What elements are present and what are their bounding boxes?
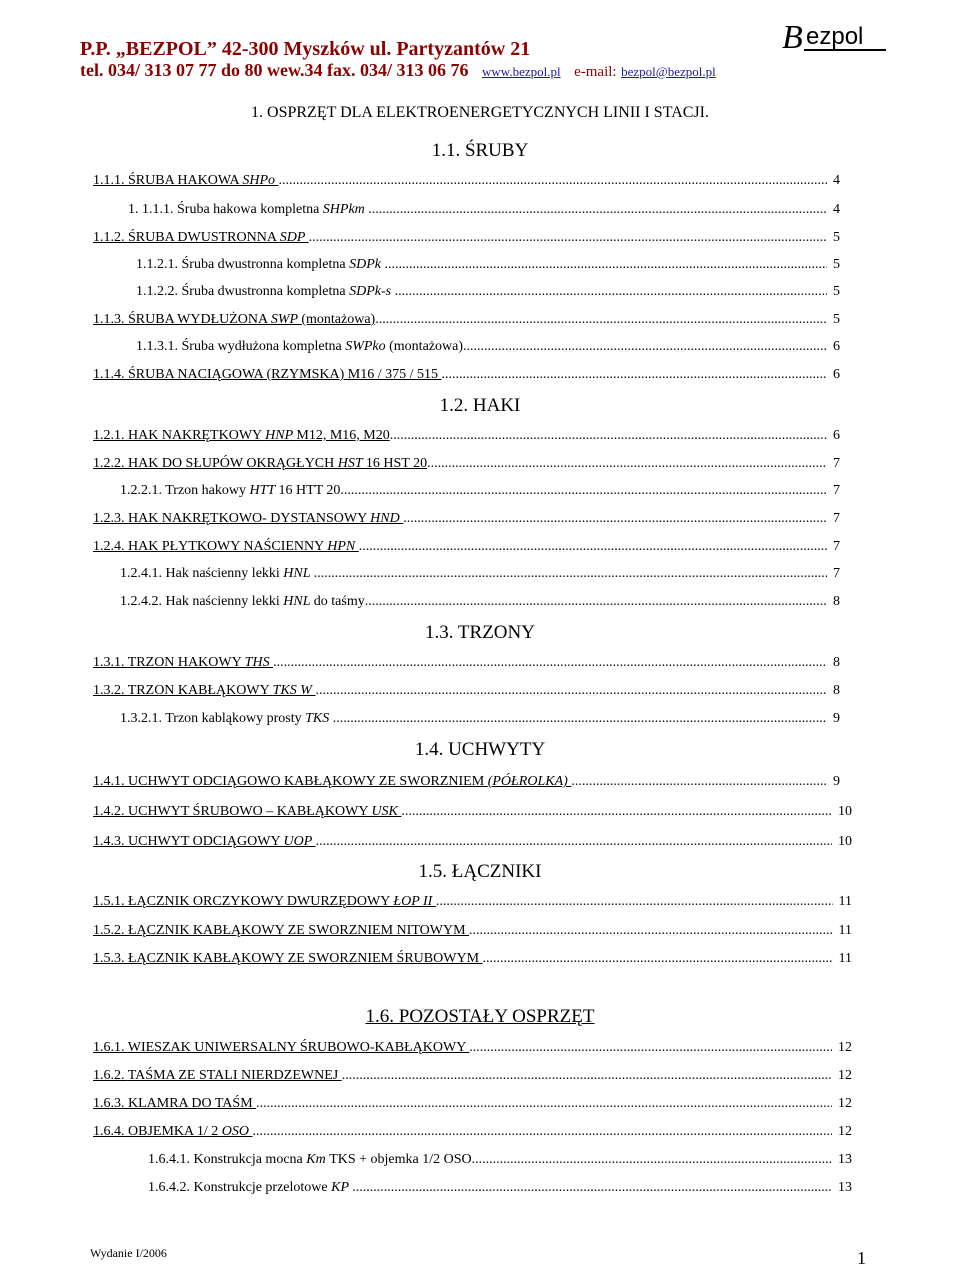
section-heading-s14: 1.4. UCHWYTY bbox=[414, 739, 546, 760]
toc-entry-title: ŚRUBA WYDŁUŻONA bbox=[128, 312, 271, 327]
toc-dot-leader bbox=[441, 366, 827, 384]
toc-entry-title: TRZON HAKOWY bbox=[127, 655, 245, 670]
toc-entry-title: ŁĄCZNIK KABŁĄKOWY ZE SWORZNIEM ŚRUBOWYM bbox=[128, 951, 483, 966]
toc-entry-number: 1.6.4.1. bbox=[148, 1152, 194, 1167]
toc-entry-label bbox=[93, 951, 483, 966]
toc-page-number: 8 bbox=[833, 655, 840, 670]
toc-entry-title: ŁĄCZNIK ORCZYKOWY DWURZĘDOWY bbox=[128, 894, 394, 909]
toc-page-number: 4 bbox=[833, 202, 840, 217]
toc-entry-label bbox=[93, 894, 436, 909]
toc-entry[interactable] bbox=[93, 366, 840, 384]
toc-dot-leader bbox=[314, 565, 827, 583]
toc-page-number: 8 bbox=[833, 683, 840, 698]
toc-entry-title: HAK NAKRĘTKOWY bbox=[128, 428, 266, 443]
toc-dot-leader bbox=[252, 1123, 832, 1141]
toc-entry[interactable] bbox=[93, 1095, 852, 1113]
toc-entry[interactable] bbox=[148, 1179, 852, 1197]
toc-entry-number: 1.4.3. bbox=[93, 834, 128, 849]
toc-dot-leader bbox=[316, 833, 832, 851]
toc-entry-code: TKS W bbox=[272, 683, 316, 698]
toc-entry-code: SDP bbox=[279, 230, 309, 245]
toc-entry-label bbox=[93, 774, 571, 789]
toc-entry[interactable] bbox=[93, 172, 840, 190]
toc-entry-code: Km bbox=[306, 1152, 330, 1167]
toc-entry-number: 1.1.2.1. bbox=[136, 257, 182, 272]
toc-entry-label bbox=[93, 312, 375, 327]
toc-dot-leader bbox=[365, 593, 827, 611]
toc-entry[interactable] bbox=[136, 338, 840, 356]
toc-entry-title: Trzon hakowy bbox=[165, 483, 250, 498]
section-heading-s13: 1.3. TRZONY bbox=[425, 622, 535, 643]
toc-entry-label bbox=[93, 683, 315, 698]
toc-entry-label bbox=[93, 804, 401, 819]
toc-entry-code: (PÓŁROLKA) bbox=[487, 774, 572, 789]
toc-page-number: 13 bbox=[838, 1152, 852, 1167]
toc-entry-number: 1.1.2. bbox=[93, 230, 128, 245]
toc-entry-number: 1.6.1. bbox=[93, 1040, 128, 1055]
toc-entry[interactable] bbox=[93, 773, 840, 791]
toc-entry-code: HTT bbox=[249, 483, 279, 498]
toc-dot-leader bbox=[359, 538, 827, 556]
toc-dot-leader bbox=[401, 803, 832, 821]
toc-page-number: 9 bbox=[833, 774, 840, 789]
page-number: 1 bbox=[857, 1248, 866, 1268]
email-label: e-mail: bbox=[574, 64, 617, 80]
toc-entry-code: SDPk bbox=[349, 257, 385, 272]
toc-entry-label bbox=[93, 1068, 342, 1083]
toc-entry-number: 1.3.1. bbox=[93, 655, 128, 670]
toc-entry-label bbox=[136, 284, 395, 299]
toc-entry-label bbox=[93, 456, 427, 471]
toc-entry-title: Konstrukcja mocna bbox=[193, 1152, 307, 1167]
toc-entry-number: 1. 1.1.1. bbox=[128, 202, 177, 217]
toc-entry-code: HNL bbox=[283, 594, 314, 609]
toc-entry-label bbox=[93, 923, 469, 938]
toc-page-number: 11 bbox=[838, 894, 852, 909]
toc-entry-tail: TKS + objemka 1/2 OSO bbox=[329, 1152, 472, 1167]
toc-page-number: 6 bbox=[833, 367, 840, 382]
toc-entry-title: ŚRUBA NACIĄGOWA (RZYMSKA) M16 / 375 / 515 bbox=[128, 367, 442, 382]
section-heading-s16: 1.6. POZOSTAŁY OSPRZĘT bbox=[365, 1006, 595, 1027]
toc-entry-code: OSO bbox=[221, 1124, 253, 1139]
toc-dot-leader bbox=[273, 654, 827, 672]
toc-entry-number: 1.3.2. bbox=[93, 683, 128, 698]
toc-page-number: 11 bbox=[838, 951, 852, 966]
toc-page-number: 12 bbox=[838, 1096, 852, 1111]
toc-entry-title: UCHWYT ŚRUBOWO – KABŁĄKOWY bbox=[128, 804, 372, 819]
toc-dot-leader bbox=[279, 172, 827, 190]
toc-entry[interactable] bbox=[93, 654, 840, 672]
toc-page-number: 7 bbox=[833, 456, 840, 471]
toc-entry-number: 1.1.1. bbox=[93, 173, 128, 188]
toc-entry-label bbox=[136, 257, 384, 272]
toc-entry-label bbox=[93, 511, 403, 526]
toc-entry[interactable] bbox=[120, 565, 840, 583]
toc-dot-leader bbox=[403, 510, 827, 528]
toc-entry-title: OBJEMKA 1/ 2 bbox=[128, 1124, 222, 1139]
toc-entry-number: 1.6.4. bbox=[93, 1124, 128, 1139]
toc-entry[interactable] bbox=[93, 1067, 852, 1085]
toc-entry-title: Śruba hakowa kompletna bbox=[177, 202, 323, 217]
toc-dot-leader bbox=[342, 1067, 832, 1085]
toc-entry-tail: 16 HTT 20 bbox=[278, 483, 341, 498]
toc-entry-title: ŁĄCZNIK KABŁĄKOWY ZE SWORZNIEM NITOWYM bbox=[128, 923, 470, 938]
toc-page-number: 5 bbox=[833, 257, 840, 272]
toc-page-number: 9 bbox=[833, 711, 840, 726]
toc-entry-code: SWP bbox=[270, 312, 302, 327]
toc-entry-tail: (montażowa) bbox=[389, 339, 463, 354]
toc-entry-label bbox=[148, 1152, 472, 1167]
toc-entry-code: UOP bbox=[283, 834, 316, 849]
toc-entry-label bbox=[93, 173, 279, 188]
toc-entry-number: 1.2.2. bbox=[93, 456, 128, 471]
toc-entry-label bbox=[93, 655, 273, 670]
toc-entry-label bbox=[93, 428, 390, 443]
toc-entry-code: HPN bbox=[327, 539, 359, 554]
toc-page-number: 12 bbox=[838, 1040, 852, 1055]
toc-entry[interactable] bbox=[93, 1039, 852, 1057]
toc-page-number: 12 bbox=[838, 1068, 852, 1083]
toc-page-number: 5 bbox=[833, 312, 840, 327]
toc-entry[interactable] bbox=[93, 950, 852, 968]
toc-entry-title: HAK DO SŁUPÓW OKRĄGŁYCH bbox=[128, 456, 338, 471]
toc-entry-title: KLAMRA DO TAŚM bbox=[128, 1096, 257, 1111]
toc-entry-number: 1.3.2.1. bbox=[120, 711, 166, 726]
toc-entry[interactable] bbox=[93, 311, 840, 329]
toc-dot-leader bbox=[472, 1151, 832, 1169]
toc-entry[interactable] bbox=[93, 1123, 852, 1141]
toc-entry-code: TKS bbox=[305, 711, 333, 726]
section-heading-s12: 1.2. HAKI bbox=[439, 395, 521, 416]
toc-entry[interactable] bbox=[148, 1151, 852, 1169]
toc-entry-label bbox=[120, 594, 365, 609]
toc-entry-code: HST bbox=[337, 456, 366, 471]
toc-entry[interactable] bbox=[120, 593, 840, 611]
toc-entry-title: Konstrukcje przelotowe bbox=[193, 1180, 332, 1195]
toc-entry-title: Hak naścienny lekki bbox=[165, 594, 284, 609]
toc-entry-code: THS bbox=[244, 655, 274, 670]
toc-dot-leader bbox=[256, 1095, 832, 1113]
bezpol-logo bbox=[780, 14, 890, 58]
toc-entry-label bbox=[136, 339, 463, 354]
toc-entry[interactable] bbox=[93, 229, 840, 247]
toc-entry[interactable] bbox=[120, 710, 840, 728]
toc-entry[interactable] bbox=[136, 256, 840, 274]
toc-entry-label bbox=[128, 202, 368, 217]
toc-entry-code: SDPk-s bbox=[349, 284, 395, 299]
toc-entry-number: 1.2.4.1. bbox=[120, 566, 166, 581]
toc-entry-title: TRZON KABŁĄKOWY bbox=[127, 683, 273, 698]
toc-entry-label bbox=[93, 367, 441, 382]
toc-entry-tail: (montażowa) bbox=[301, 312, 376, 327]
toc-page-number: 7 bbox=[833, 539, 840, 554]
toc-entry-tail: M12, M16, M20 bbox=[296, 428, 390, 443]
company-header-line1: P.P. „BEZPOL” 42-300 Myszków ul. Partyzantów 21 bbox=[80, 38, 531, 60]
toc-entry-number: 1.2.4.2. bbox=[120, 594, 166, 609]
logo-initial: B bbox=[782, 19, 803, 56]
toc-entry-title: TAŚMA ZE STALI NIERDZEWNEJ bbox=[127, 1068, 342, 1083]
toc-entry-title: Śruba dwustronna kompletna bbox=[181, 284, 350, 299]
toc-entry-label bbox=[93, 230, 309, 245]
toc-entry-number: 1.5.3. bbox=[93, 951, 128, 966]
toc-dot-leader bbox=[375, 311, 827, 329]
toc-entry-code: SHPo bbox=[242, 173, 279, 188]
toc-entry[interactable] bbox=[93, 893, 852, 911]
toc-dot-leader bbox=[395, 283, 827, 301]
company-header-line2 bbox=[80, 60, 716, 81]
toc-entry-label bbox=[93, 1040, 469, 1055]
toc-page-number: 6 bbox=[833, 428, 840, 443]
toc-entry[interactable] bbox=[93, 510, 840, 528]
toc-page-number: 7 bbox=[833, 483, 840, 498]
toc-dot-leader bbox=[352, 1179, 832, 1197]
contact-phone-fax: tel. 034/ 313 07 77 do 80 wew.34 fax. 034/ 313 06 76 bbox=[80, 60, 469, 80]
toc-entry-label bbox=[120, 566, 314, 581]
toc-dot-leader bbox=[340, 482, 827, 500]
toc-dot-leader bbox=[368, 201, 827, 219]
toc-entry-label bbox=[93, 1096, 256, 1111]
toc-entry-number: 1.5.1. bbox=[93, 894, 128, 909]
edition-footer: Wydanie I/2006 bbox=[90, 1246, 167, 1260]
toc-entry-number: 1.6.4.2. bbox=[148, 1180, 194, 1195]
toc-entry[interactable] bbox=[93, 803, 852, 821]
toc-page-number: 10 bbox=[838, 834, 852, 849]
toc-entry-number: 1.5.2. bbox=[93, 923, 128, 938]
toc-entry-title: UCHWYT ODCIĄGOWY bbox=[128, 834, 284, 849]
toc-entry[interactable] bbox=[128, 201, 840, 219]
toc-dot-leader bbox=[469, 922, 833, 940]
toc-page-number: 8 bbox=[833, 594, 840, 609]
toc-entry-title: UCHWYT ODCIĄGOWO KABŁĄKOWY ZE SWORZNIEM bbox=[128, 774, 488, 789]
toc-entry-number: 1.6.2. bbox=[93, 1068, 128, 1083]
section-heading-s11: 1.1. ŚRUBY bbox=[431, 140, 529, 161]
toc-entry-title: WIESZAK UNIWERSALNY ŚRUBOWO-KABŁĄKOWY bbox=[127, 1040, 470, 1055]
email-link[interactable]: bezpol@bezpol.pl bbox=[621, 64, 716, 79]
toc-entry-label bbox=[120, 483, 340, 498]
toc-entry-number: 1.4.2. bbox=[93, 804, 128, 819]
toc-entry-code: SHPkm bbox=[322, 202, 369, 217]
toc-entry[interactable] bbox=[136, 283, 840, 301]
document-title: 1. OSPRZĘT DLA ELEKTROENERGETYCZNYCH LINII I STACJI. bbox=[251, 104, 709, 121]
toc-dot-leader bbox=[436, 893, 833, 911]
toc-entry-title: Hak naścienny lekki bbox=[165, 566, 284, 581]
toc-dot-leader bbox=[483, 950, 833, 968]
toc-entry-label bbox=[93, 834, 316, 849]
toc-entry-label bbox=[93, 539, 359, 554]
toc-page-number: 6 bbox=[833, 339, 840, 354]
toc-entry-number: 1.1.3. bbox=[93, 312, 128, 327]
toc-dot-leader bbox=[384, 256, 827, 274]
toc-entry-title: HAK NAKRĘTKOWO- DYSTANSOWY bbox=[128, 511, 371, 526]
toc-entry-number: 1.2.3. bbox=[93, 511, 128, 526]
toc-entry-code: SWPko bbox=[345, 339, 390, 354]
toc-entry-number: 1.2.1. bbox=[93, 428, 128, 443]
toc-entry-number: 1.6.3. bbox=[93, 1096, 128, 1111]
toc-entry-number: 1.2.2.1. bbox=[120, 483, 166, 498]
toc-entry[interactable] bbox=[93, 455, 840, 473]
toc-page-number: 13 bbox=[838, 1180, 852, 1195]
toc-entry[interactable] bbox=[93, 922, 852, 940]
toc-dot-leader bbox=[390, 427, 827, 445]
toc-entry-title: ŚRUBA HAKOWA bbox=[128, 173, 243, 188]
toc-entry[interactable] bbox=[93, 833, 852, 851]
toc-dot-leader bbox=[469, 1039, 832, 1057]
toc-entry-code: HNP bbox=[265, 428, 297, 443]
section-heading-s15: 1.5. ŁĄCZNIKI bbox=[418, 861, 542, 882]
toc-entry-title: Śruba dwustronna kompletna bbox=[181, 257, 350, 272]
toc-entry-number: 1.1.4. bbox=[93, 367, 128, 382]
toc-page-number: 5 bbox=[833, 230, 840, 245]
toc-entry-title: Trzon kabląkowy prosty bbox=[165, 711, 306, 726]
toc-dot-leader bbox=[309, 229, 827, 247]
toc-entry[interactable] bbox=[120, 482, 840, 500]
toc-dot-leader bbox=[333, 710, 827, 728]
toc-entry-label bbox=[148, 1180, 352, 1195]
toc-entry[interactable] bbox=[93, 682, 840, 700]
toc-dot-leader bbox=[463, 338, 827, 356]
toc-entry-number: 1.4.1. bbox=[93, 774, 128, 789]
toc-entry[interactable] bbox=[93, 427, 840, 445]
toc-entry-number: 1.1.3.1. bbox=[136, 339, 182, 354]
toc-page-number: 11 bbox=[838, 923, 852, 938]
toc-page-number: 12 bbox=[838, 1124, 852, 1139]
toc-page-number: 4 bbox=[833, 173, 840, 188]
logo-wordmark: ezpol bbox=[806, 23, 864, 50]
toc-dot-leader bbox=[571, 773, 827, 791]
toc-entry-title: ŚRUBA DWUSTRONNA bbox=[128, 230, 280, 245]
website-link[interactable]: www.bezpol.pl bbox=[482, 64, 561, 79]
toc-entry-tail: do taśmy bbox=[313, 594, 365, 609]
toc-page-number: 10 bbox=[838, 804, 852, 819]
toc-entry[interactable] bbox=[93, 538, 840, 556]
toc-entry-number: 1.2.4. bbox=[93, 539, 128, 554]
toc-entry-code: ŁOP II bbox=[393, 894, 436, 909]
toc-entry-number: 1.1.2.2. bbox=[136, 284, 182, 299]
toc-entry-code: HND bbox=[370, 511, 404, 526]
toc-entry-tail: 16 HST 20 bbox=[365, 456, 428, 471]
toc-entry-code: KP bbox=[331, 1180, 353, 1195]
toc-page-number: 7 bbox=[833, 511, 840, 526]
toc-dot-leader bbox=[427, 455, 827, 473]
toc-entry-title: Śruba wydłużona kompletna bbox=[181, 339, 346, 354]
toc-dot-leader bbox=[315, 682, 827, 700]
toc-entry-label bbox=[93, 1124, 252, 1139]
toc-entry-code: USK bbox=[371, 804, 402, 819]
toc-entry-title: HAK PŁYTKOWY NAŚCIENNY bbox=[128, 539, 328, 554]
toc-entry-label bbox=[120, 711, 333, 726]
toc-page-number: 7 bbox=[833, 566, 840, 581]
toc-entry-code: HNL bbox=[283, 566, 314, 581]
toc-page-number: 5 bbox=[833, 284, 840, 299]
